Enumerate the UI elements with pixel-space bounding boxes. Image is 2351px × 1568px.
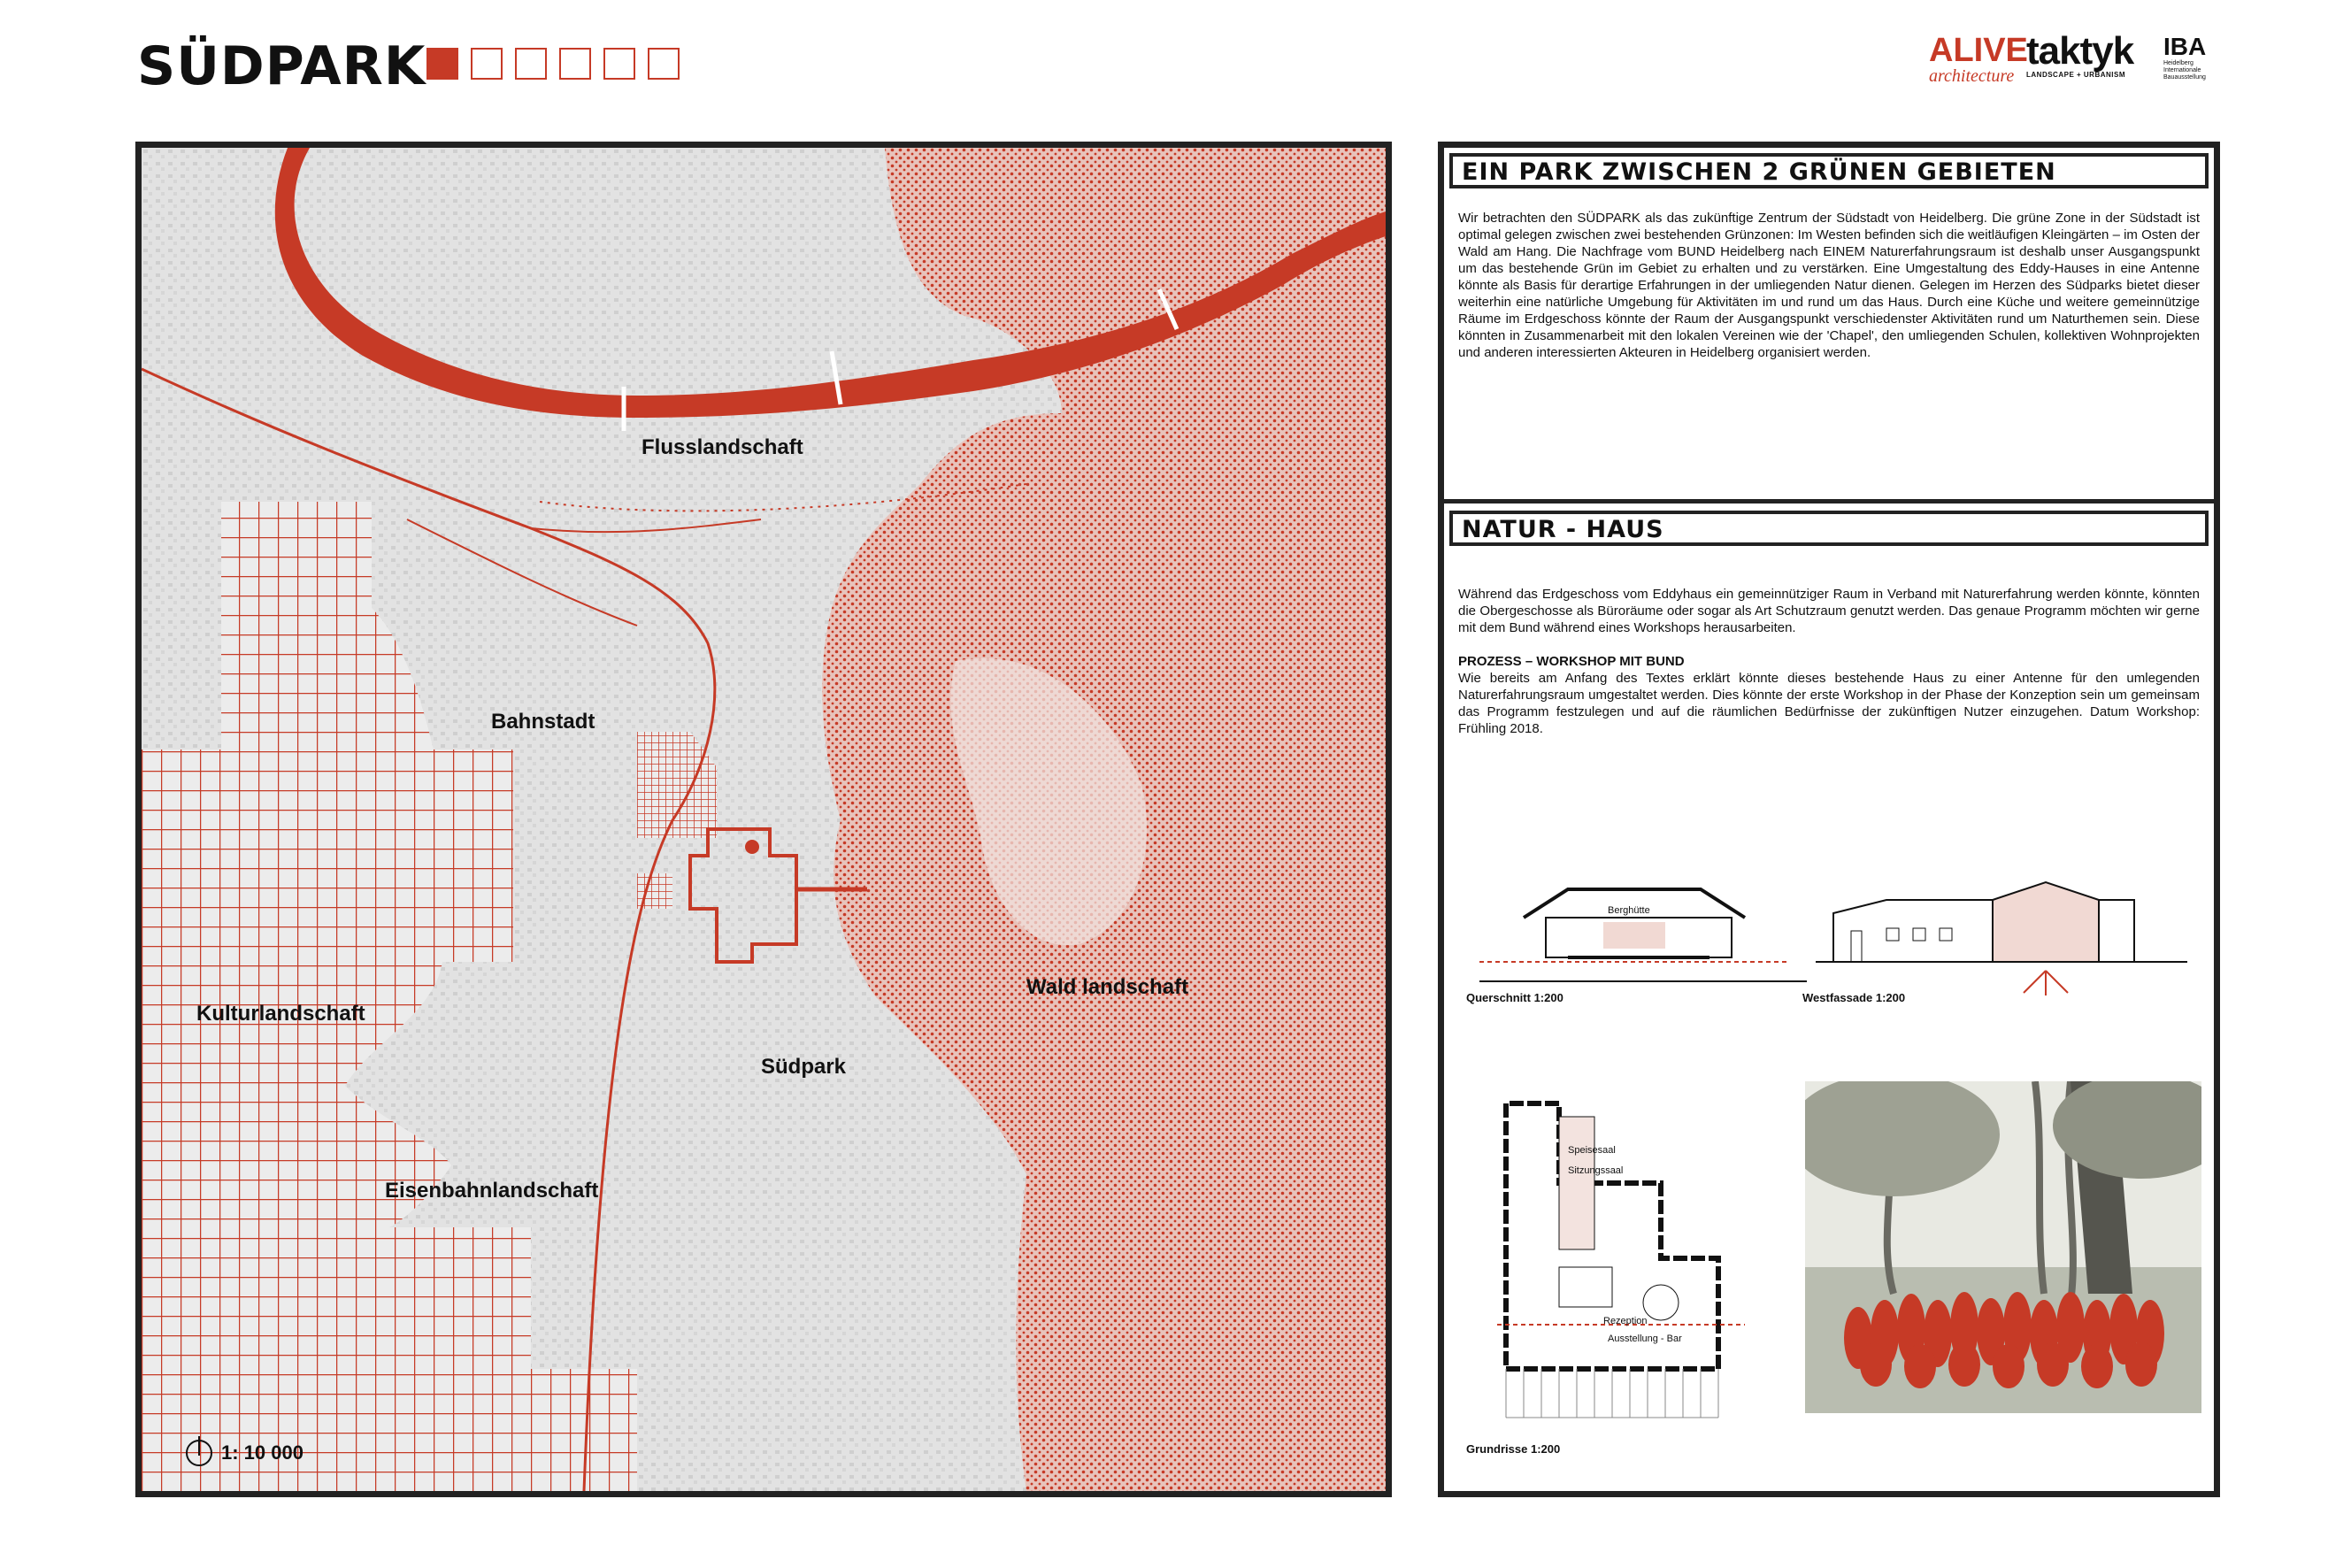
- label-eisenbahnlandschaft: Eisenbahnlandschaft: [385, 1179, 599, 1203]
- section2-text: [1458, 586, 2200, 737]
- workshop-group-photo: [1805, 1081, 2201, 1413]
- section2-header: [1449, 511, 2209, 546]
- site-map-graphic: [142, 148, 1386, 1491]
- label-suedpark: Südpark: [761, 1055, 847, 1079]
- map-scale: [186, 1440, 303, 1466]
- progress-square: [426, 48, 458, 80]
- floor-plan-drawing: [1497, 1077, 1763, 1422]
- label-waldlandschaft: Wald landschaft: [1026, 975, 1189, 999]
- plan-room-1: Speisesaal: [1568, 1145, 1616, 1156]
- page-title: SÜDPARK: [137, 35, 426, 97]
- label-flusslandschaft: Flusslandschaft: [642, 435, 803, 459]
- iba-logo-text: IBA: [2163, 33, 2207, 60]
- alive-logo-subtext: architecture: [1929, 66, 2015, 86]
- section2-paragraph-1: Während das Erdgeschoss vom Eddyhaus ein gemeinnütziger Raum in Verband mit Naturerfahrung werden könnte, könnten die Obergeschosse als Büroräume oder sogar als Art Schutzraum genutzt werden. Das genaue Programm möchten wir gerne mit dem Bund während eines Workshops herausarbeiten.: [1458, 587, 2200, 635]
- taktyk-logo-text: taktyk: [2026, 29, 2134, 73]
- north-arrow-icon: [186, 1440, 212, 1466]
- progress-square: [515, 48, 547, 80]
- iba-logo-subtext: Heidelberg Internationale Bauausstellung: [2163, 60, 2206, 81]
- plan-room-2: Sitzungssaal: [1568, 1165, 1624, 1176]
- description-panel: [1438, 142, 2220, 1497]
- cross-section-caption: Querschnitt 1:200: [1466, 991, 1563, 1004]
- section1-header: [1449, 153, 2209, 188]
- workshop-subheading: PROZESS – WORKSHOP MIT BUND: [1458, 654, 1685, 669]
- cross-section-drawing: [1471, 873, 1807, 997]
- section1-text: Wir betrachten den SÜDPARK als das zukünftige Zentrum der Südstadt von Heidelberg. Die grüne Zone in der Südstadt ist optimal gelegen zwischen zwei bestehenden Grünzonen: Im Westen befinden sich die weitläufigen Kleingärten – im Osten der Wald am Hang. Die Nachfrage vom BUND Heidelberg nach EINEM Naturerfahrungsraum ist deshalb unser Ausgangspunkt um das bestehende Grün im Gebiet zu erhalten und zu verstärken. Eine Umgestaltung des Eddy-Hauses in eine Antenne könnte als Basis für derartige Erfahrungen in der umliegenden Natur dienen. Gelegen im Herzen des Südparks bietet dieser weiterhin eine natürliche Umgebung für Aktivitäten im und rund um das Haus. Durch eine Küche und weitere gemeinnützige Räume im Erdgeschoss könnte der Raum der Ausgangspunkt verschiedenster Aktivitäten rund um Naturthemen sein. Diese könnten in Zusammenarbeit mit den lokalen Vereinen wie der 'Chapel', den umliegenden Schulen, kollektiven Wohnprojekten und anderen interessierten Akteuren in Heidelberg organisiert werden.: [1458, 211, 2200, 360]
- plan-room-3: Rezeption: [1603, 1316, 1648, 1326]
- progress-square: [471, 48, 503, 80]
- map-scale-text: 1: 10 000: [221, 1441, 303, 1464]
- taktyk-logo-subtext: LANDSCAPE + URBANISM: [2026, 71, 2126, 79]
- workshop-photo-graphic: [1805, 1081, 2201, 1413]
- progress-square: [559, 48, 591, 80]
- floor-plan-caption: Grundrisse 1:200: [1466, 1442, 1561, 1456]
- section1-heading: EIN PARK ZWISCHEN 2 GRÜNEN GEBIETEN: [1462, 158, 2056, 186]
- label-kulturlandschaft: Kulturlandschaft: [196, 1002, 365, 1026]
- section2-heading: NATUR - HAUS: [1462, 516, 1664, 543]
- taktyk-logo: [2026, 29, 2134, 79]
- iba-logo: [2163, 34, 2217, 81]
- section-divider: [1444, 499, 2214, 503]
- section2-paragraph-2: Wie bereits am Anfang des Textes erklärt könnte dieses bestehende Haus zu einer Antenne für den umlegenden Naturerfahrungsraum umgestaltet werden. Dies könnte der erste Workshop in der Phase der Konzeption sein um gemeinsam das Programm festzulegen und auf die räumlichen Bedürfnisse der zukünftigen Nutzer einzugehen. Datum Workshop: Frühling 2018.: [1458, 671, 2200, 736]
- label-bahnstadt: Bahnstadt: [491, 710, 595, 734]
- alive-logo-text: ALIVE: [1929, 32, 2028, 69]
- west-facade-caption: Westfassade 1:200: [1802, 991, 1906, 1004]
- alive-architecture-logo: [1929, 32, 2028, 86]
- progress-square: [648, 48, 680, 80]
- eddy-house-marker: [745, 840, 759, 854]
- west-facade-drawing: [1816, 873, 2205, 997]
- progress-square: [603, 48, 635, 80]
- site-map: [135, 142, 1392, 1497]
- plan-room-4: Ausstellung - Bar: [1608, 1334, 1682, 1344]
- cross-section-room-label: Berghütte: [1608, 905, 1650, 916]
